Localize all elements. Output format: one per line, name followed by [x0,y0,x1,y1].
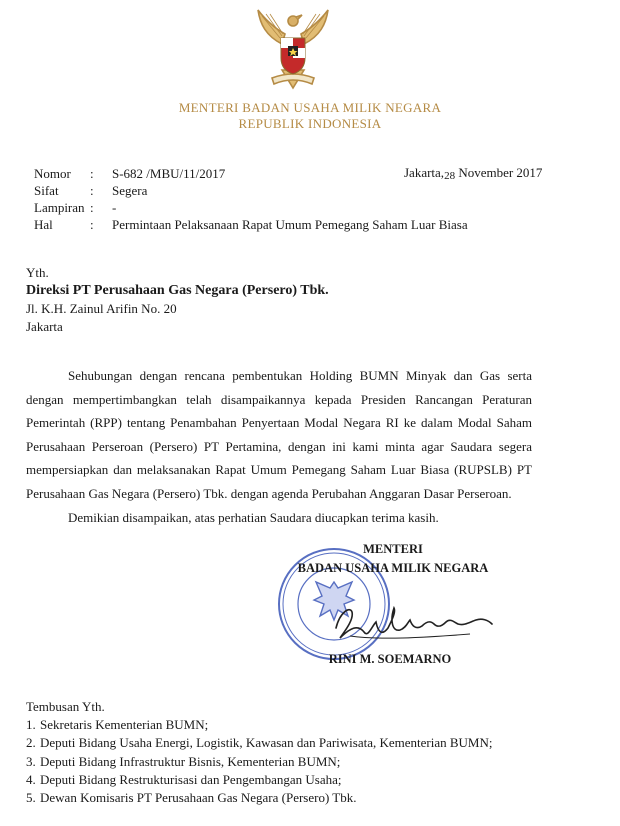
cc-item-number: 3. [26,753,36,769]
cc-item-text: Sekretaris Kementerian BUMN; [40,717,209,733]
cc-list [26,698,493,807]
cc-item-text: Deputi Bidang Usaha Energi, Logistik, Kawasan dan Pariwisata, Kementerian BUMN; [40,735,493,751]
letterhead-republic: REPUBLIK INDONESIA [238,116,382,131]
meta-row-lampiran [34,199,552,216]
garuda-emblem-icon [252,8,334,94]
cc-item [26,734,493,752]
body-paragraph-1: Sehubungan dengan rencana pembentukan Holding BUMN Minyak dan Gas serta dengan mempertimbangkan telah disampaikannya kepada Presiden Rancangan Peraturan Pemerintah (RPP) tentang Penambahan Penyertaan Modal Negara RI ke dalam Modal Saham Perusahaan Perseroan (Persero) PT Pertamina, dengan ini kami minta agar Saudara segera mempersiapkan dan melaksanakan Rapat Umum Pemegang Saham Luar Biasa (RUPSLB) PT Perusahaan Gas Negara (Persero) Tbk. dengan agenda Perubahan Anggaran Dasar Perseroan. [26,368,532,501]
recipient-city: Jakarta [26,319,63,334]
body-paragraph-2: Demikian disampaikan, atas perhatian Saudara diucapkan terima kasih. [68,509,439,525]
cc-items [26,716,493,807]
letter-body [26,364,532,529]
recipient-address [26,264,329,336]
signatory-title-line1: MENTERI [363,542,423,556]
recipient-name: Direksi PT Perusahaan Gas Negara (Persero) Tbk. [26,283,329,298]
signatory-title [268,540,518,578]
meta-row-sifat [34,182,552,199]
cc-item-text: Dewan Komisaris PT Perusahaan Gas Negara (Persero) Tbk. [40,790,357,806]
cc-item [26,716,493,734]
meta-colon: : [90,166,94,181]
meta-label: Lampiran [34,200,85,215]
date-city: Jakarta, [404,165,445,180]
meta-label: Nomor [34,166,71,181]
meta-colon: : [90,200,94,215]
cc-heading: Tembusan Yth. [26,699,105,714]
signatory-name: RINI M. SOEMARNO [328,652,452,666]
cc-item-text: Deputi Bidang Restrukturisasi dan Pengembangan Usaha; [40,771,342,787]
recipient-street: Jl. K.H. Zainul Arifin No. 20 [26,301,177,316]
date-month-year: November 2017 [458,165,543,180]
meta-value: Segera [112,183,148,198]
letterhead-ministry: MENTERI BADAN USAHA MILIK NEGARA [178,100,442,115]
cc-item-number: 2. [26,735,36,751]
signatory-title-line2: BADAN USAHA MILIK NEGARA [297,561,489,575]
cc-item [26,789,493,807]
date-day: 28 [444,170,456,182]
cc-item [26,753,493,771]
meta-value: - [112,200,117,215]
handwritten-signature [330,598,500,648]
cc-item [26,771,493,789]
cc-item-number: 4. [26,771,36,787]
meta-row-hal [34,216,552,233]
meta-value: S-682 /MBU/11/2017 [112,166,226,181]
meta-colon: : [90,217,94,232]
cc-item-number: 5. [26,790,36,806]
meta-value: Permintaan Pelaksanaan Rapat Umum Pemegang Saham Luar Biasa [112,217,468,232]
cc-item-number: 1. [26,717,36,733]
meta-colon: : [90,183,94,198]
meta-label: Hal [34,217,53,232]
cc-item-text: Deputi Bidang Infrastruktur Bisnis, Kementerian BUMN; [40,753,341,769]
salutation: Yth. [26,265,49,280]
meta-label: Sifat [34,183,59,198]
letter-date [404,165,542,181]
